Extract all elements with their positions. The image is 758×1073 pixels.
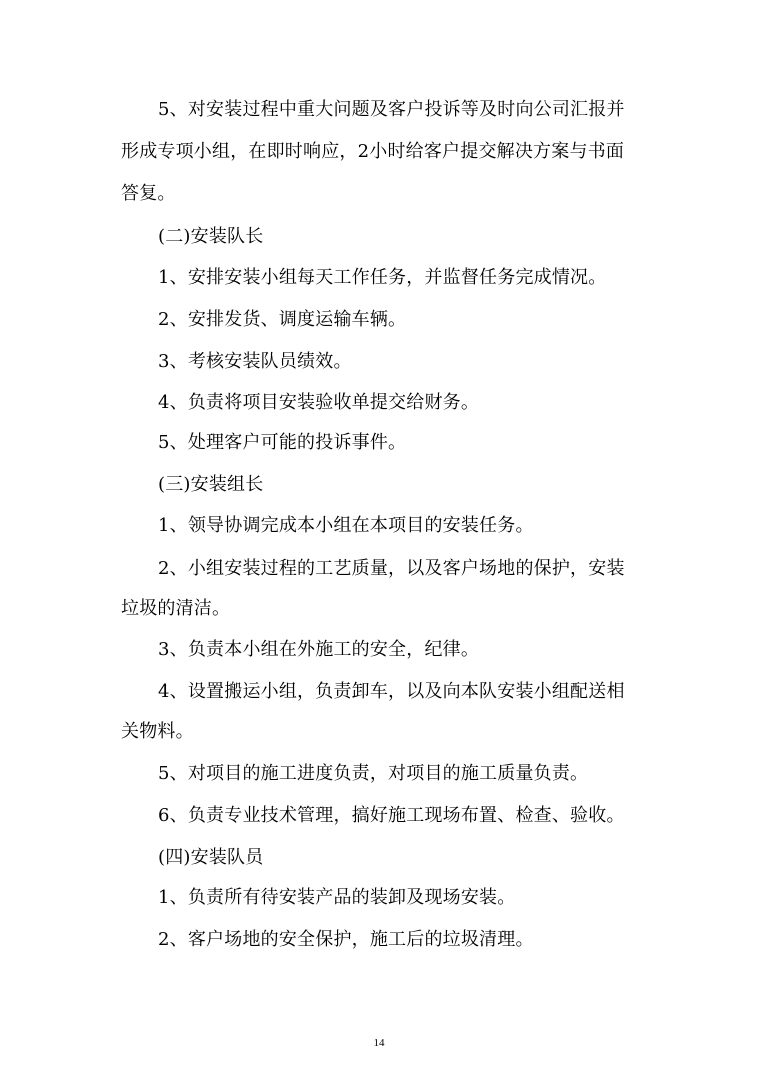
paragraph-line: 4、设置搬运小组，负责卸车，以及向本队安装小组配送相 (158, 681, 625, 702)
section-heading: (三)安装组长 (158, 474, 264, 495)
paragraph-line: 2、客户场地的安全保护，施工后的垃圾清理。 (158, 929, 534, 950)
paragraph-line: 1、安排安装小组每天工作任务，并监督任务完成情况。 (158, 267, 607, 288)
section-heading: (四)安装队员 (158, 847, 264, 868)
paragraph-line: 1、领导协调完成本小组在本项目的安装任务。 (158, 515, 534, 536)
section-heading: (二)安装队长 (158, 226, 264, 247)
paragraph-line: 5、对项目的施工进度负责，对项目的施工质量负责。 (158, 763, 589, 784)
paragraph-line: 4、负责将项目安装验收单提交给财务。 (158, 392, 480, 413)
paragraph-line: 1、负责所有待安装产品的装卸及现场安装。 (158, 887, 516, 908)
paragraph-line: 3、负责本小组在外施工的安全，纪律。 (158, 639, 480, 660)
paragraph-line: 5、对安装过程中重大问题及客户投诉等及时向公司汇报并 (158, 99, 625, 120)
paragraph-line: 关物料。 (121, 721, 194, 742)
paragraph-line: 6、负责专业技术管理，搞好施工现场布置、检查、验收。 (158, 805, 625, 826)
paragraph-line: 5、处理客户可能的投诉事件。 (158, 432, 407, 453)
paragraph-line: 3、考核安装队员绩效。 (158, 351, 352, 372)
paragraph-line: 形成专项小组，在即时响应，2小时给客户提交解决方案与书面 (121, 141, 625, 162)
paragraph-line: 2、安排发货、调度运输车辆。 (158, 309, 407, 330)
paragraph-line: 2、小组安装过程的工艺质量，以及客户场地的保护，安装 (158, 558, 625, 579)
paragraph-line: 答复。 (121, 183, 176, 204)
page-number: 14 (373, 1037, 385, 1049)
paragraph-line: 垃圾的清洁。 (121, 598, 231, 619)
